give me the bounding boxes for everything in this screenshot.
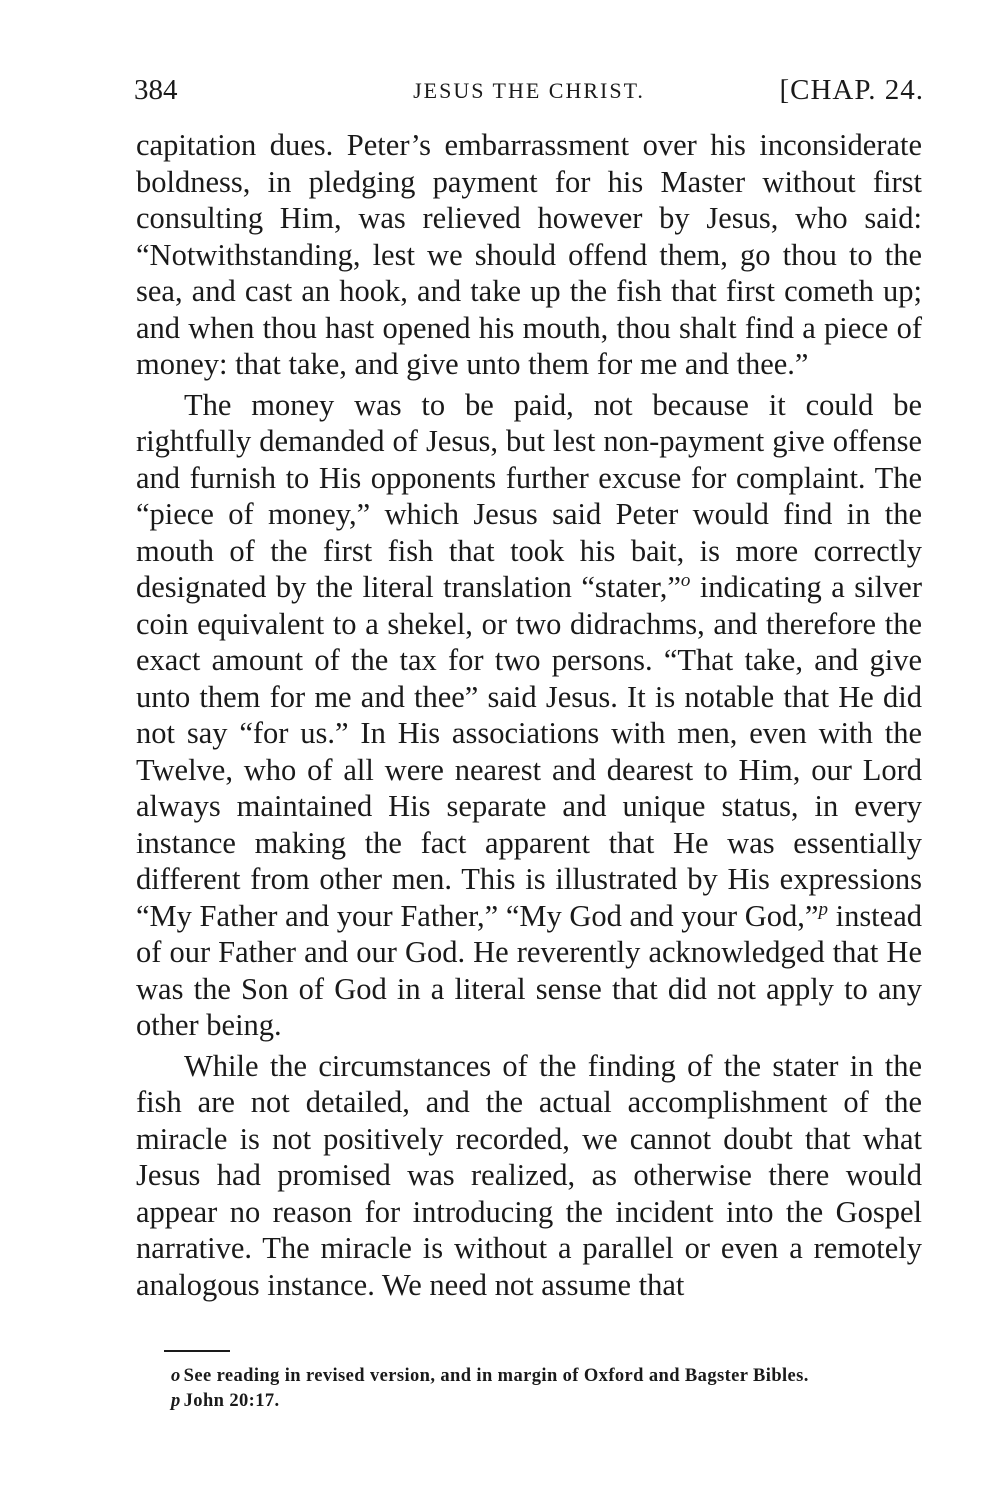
paragraph-text: The money was to be paid, not because it could be rightfully demanded of Jesus, but lest non-payment give offense and furnish to His opponents further excuse for complaint. The “piece of money,” which Jesus said Peter would find in the mouth of the first fish that took his bait, is more correctly designated by the literal translation “stater,” <box>136 387 922 604</box>
paragraph-stater <box>136 387 922 1044</box>
paragraph-continued: capitation dues. Peter’s embarrassment over his inconsiderate boldness, in pledging payment for his Master without first consulting Him, was relieved however by Jesus, who said: “Notwithstanding, lest we should offend them, go thou to the sea, and cast an hook, and take up the fish that first cometh up; and when thou hast opened his mouth, thou shalt find a piece of money: that take, and give unto them for me and thee.” <box>136 128 922 381</box>
footnote-ref-o: o <box>680 570 691 591</box>
footnote-o <box>136 1366 922 1387</box>
footnote-mark: p <box>171 1391 181 1411</box>
footnote-p <box>136 1391 922 1412</box>
footnote-text: See reading in revised version, and in margin of Oxford and Bagster Bibles. <box>183 1366 809 1386</box>
footnote-divider <box>164 1350 230 1352</box>
footnote-mark: o <box>171 1366 181 1386</box>
paragraph-text: instead of our Father and our God. He reverently acknowledged that He was the Son of God in a literal sense that did not apply to any other being. <box>136 898 922 1042</box>
body-text <box>136 127 922 1303</box>
running-title: JESUS THE CHRIST. <box>413 78 645 103</box>
page-number: 384 <box>134 74 178 106</box>
footnote-text: John 20:17. <box>183 1391 280 1411</box>
running-head <box>134 70 924 110</box>
footnote-ref-p: p <box>818 898 828 920</box>
paragraph-miracle: While the circumstances of the finding of the stater in the fish are not detailed, and the actual accomplishment of the miracle is not positively recorded, we cannot doubt that what Jesus had promised was realized, as otherwise there would appear no reason for introducing the incident into the Gospel narrative. The miracle is without a parallel or even a remotely analogous instance. We need not assume that <box>136 1048 922 1302</box>
chapter-reference: [CHAP. 24. <box>779 74 924 106</box>
paragraph-text: indicating a silver coin equivalent to a shekel, or two didrachms, and therefore the exact amount of the tax for two persons. “That take, and give unto them for me and thee” said Jesus. It is notable that He did not say “for us.” In His associations with men, even with the Twelve, who of all were nearest and dearest to Him, our Lord always maintained His separate and unique status, in every instance making the fact apparent that He was essentially different from other men. This is illustrated by His expressions “My Father and your Father,” “My God and your God,” <box>136 570 922 933</box>
footnotes <box>136 1366 922 1412</box>
